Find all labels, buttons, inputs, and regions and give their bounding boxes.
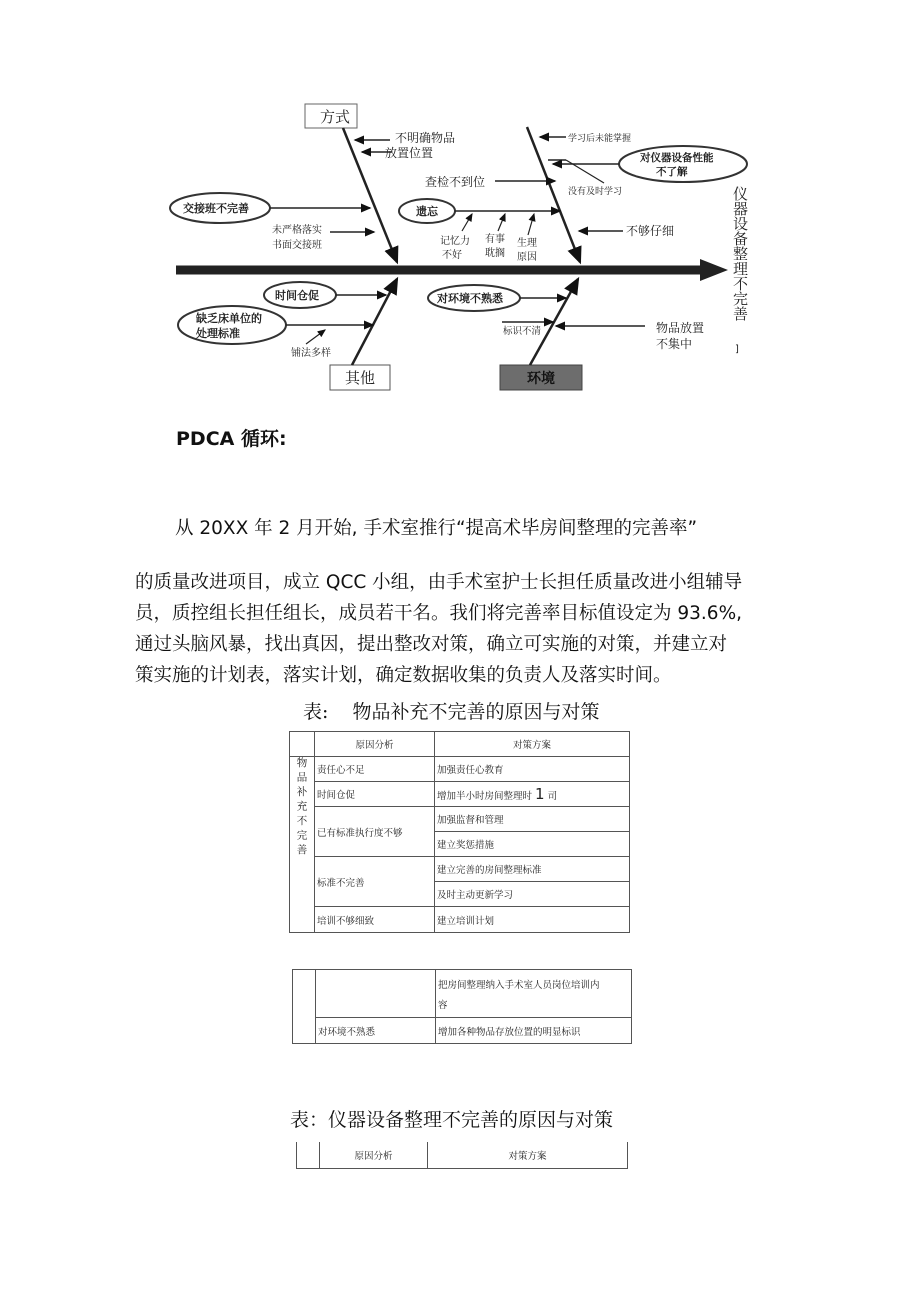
cause-label: 有事 xyxy=(485,234,505,245)
table-header: 对策方案 xyxy=(435,732,630,757)
cause-label: 遗忘 xyxy=(416,205,438,218)
branch-line xyxy=(528,214,534,235)
table1-caption: 表: 物品补充不完善的原因与对策 xyxy=(303,701,600,723)
table-cell xyxy=(435,782,630,807)
cause-label: 缺乏床单位的 xyxy=(196,312,262,325)
cell-line: 把房间整理纳入手术室人员岗位培训内 xyxy=(438,979,600,991)
table-cell: 增加各种物品存放位置的明显标识 xyxy=(436,1018,632,1044)
table-cell xyxy=(436,970,632,1018)
cause-label: 记忆力 xyxy=(440,236,470,247)
table-header: 原因分析 xyxy=(315,732,435,757)
paragraph-line: 员，质控组长担任组长，成员若干名。我们将完善率目标值设定为 93.6%, xyxy=(135,603,743,624)
cause-label: 学习后未能掌握 xyxy=(568,134,632,144)
cause-label: 未严格落实 xyxy=(272,225,322,236)
cause-label: 放置位置 xyxy=(385,146,434,160)
table-header: 对策方案 xyxy=(428,1142,628,1168)
table-row xyxy=(290,782,630,807)
method-label: 方式 xyxy=(320,108,351,126)
cause-label: 原因 xyxy=(517,252,537,263)
paragraph-line: 通过头脑风暴，找出真因，提出整改对策，确立可实施的对策，并建立对 xyxy=(135,634,728,655)
table-row xyxy=(290,807,630,832)
cause-label: 查检不到位 xyxy=(425,175,486,189)
table-cell: 加强监督和管理 xyxy=(435,807,630,832)
cause-label: 物品放置 xyxy=(656,321,705,335)
cause-label: 不集中 xyxy=(656,337,693,351)
table-row xyxy=(293,970,632,1018)
fishbone-diagram xyxy=(0,0,920,400)
cause-label: 生理 xyxy=(517,238,537,249)
branch-line xyxy=(462,214,472,231)
branch-line xyxy=(498,214,505,231)
spine-arrowhead xyxy=(700,259,728,281)
table-row xyxy=(290,907,630,933)
table-cell xyxy=(297,1142,320,1168)
table-row xyxy=(290,857,630,882)
cause-label: 处理标准 xyxy=(196,327,240,340)
cell-number: 1 xyxy=(535,785,545,803)
table-header: 原因分析 xyxy=(320,1142,428,1168)
cause-label: 时间仓促 xyxy=(275,289,319,302)
branch-line xyxy=(306,330,325,344)
table-cell: 及时主动更新学习 xyxy=(435,882,630,907)
effect-label: 仪器设备整理不完善 xyxy=(731,186,749,321)
cell-line: 容 xyxy=(438,999,448,1011)
effect-bracket: ] xyxy=(735,344,739,355)
cause-label: 不了解 xyxy=(656,166,688,178)
cause-label: 标识不清 xyxy=(503,326,542,337)
cause-label: 没有及时学习 xyxy=(568,187,623,197)
table-header-row xyxy=(297,1142,628,1168)
table-cell: 培训不够细致 xyxy=(315,907,435,933)
table-cell: 建立培训计划 xyxy=(435,907,630,933)
pdca-heading: PDCA 循环: xyxy=(176,428,287,450)
table-cell xyxy=(290,732,315,757)
cause-label: 不明确物品 xyxy=(395,131,456,145)
other-bone xyxy=(352,279,397,365)
table-cell xyxy=(316,970,436,1018)
cause-label: 铺法多样 xyxy=(291,348,331,359)
cause-label: 书面交接班 xyxy=(272,240,322,251)
table2-caption: 表：仪器设备整理不完善的原因与对策 xyxy=(290,1109,614,1131)
table-cell: 对环境不熟悉 xyxy=(316,1018,436,1044)
table1-continued xyxy=(292,969,632,1044)
table-row xyxy=(293,1018,632,1044)
cause-label: 不够仔细 xyxy=(626,224,675,238)
paragraph-first-line: 从 20XX 年 2 月开始, 手术室推行“提高术毕房间整理的完善率” xyxy=(175,518,698,539)
cause-label: 耽搁 xyxy=(485,248,505,259)
table-cell xyxy=(293,970,316,1044)
table-row xyxy=(290,757,630,782)
cause-label: 对环境不熟悉 xyxy=(437,292,503,305)
table-cell: 建立完善的房间整理标准 xyxy=(435,857,630,882)
paragraph-line: 策实施的计划表，落实计划，确定数据收集的负责人及落实时间。 xyxy=(135,665,672,686)
table2 xyxy=(296,1142,628,1169)
cause-label: 不好 xyxy=(442,250,462,261)
table-cell: 已有标准执行度不够 xyxy=(315,807,435,857)
table-cell: 时间仓促 xyxy=(315,782,435,807)
table-cell: 建立奖惩措施 xyxy=(435,832,630,857)
table1 xyxy=(289,731,630,933)
other-label: 其他 xyxy=(345,369,376,387)
table-cell: 责任心不足 xyxy=(315,757,435,782)
table-category-cell: 物品补充不完善 xyxy=(290,757,315,933)
table-cell: 标准不完善 xyxy=(315,857,435,907)
paragraph-body xyxy=(135,567,742,691)
table-cell: 加强责任心教育 xyxy=(435,757,630,782)
cell-text: 增加半小时房间整理时 xyxy=(437,791,533,802)
env-label: 环境 xyxy=(527,371,555,387)
cell-text: 司 xyxy=(547,791,558,802)
paragraph-line: 的质量改进项目，成立 QCC 小组，由手术室护士长担任质量改进小组辅导 xyxy=(135,572,743,593)
cause-label: 对仪器设备性能 xyxy=(640,152,714,164)
table-header-row xyxy=(290,732,630,757)
cause-label: 交接班不完善 xyxy=(183,202,249,215)
